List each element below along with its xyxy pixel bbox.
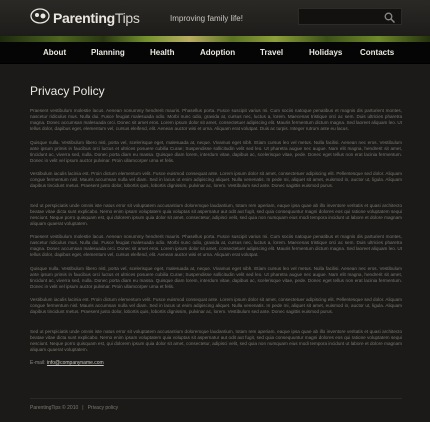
logo-bold-text: Parenting [53,10,115,26]
policy-paragraph: Quisque nulla. Vestibulum libero nisl, porta vel, scelerisque eget, malesuada at, neque. Vivamus eget nibh. Etiam cursus leo vel metus. Nulla facilisi. Aenean nec eros. Vestibulum ante ipsum primis in faucibus orci luctus et ultrices posuere cubilia Curae; Suspendisse sollicitudin velit sed leo. Ut pharetra augue nec augue. Nam elit magna, hendrerit sit amet, tincidunt ac, viverra sed, nulla. Donec porta diam eu massa. Quisque diam lorem, interdum vitae, dapibus ac, scelerisque vitae, pede. Donec eget tellus non erat lacinia fermentum. Donec in velit vel ipsum auctor pulvinar. Proin ullamcorper urna et felis. [30,265,402,289]
nav-item-adoption[interactable]: Adoption [200,48,236,57]
main-nav [0,42,430,64]
site-tagline: Improving family life! [170,14,243,23]
footer-privacy-link[interactable]: Privacy policy [87,405,119,411]
policy-paragraph: Sed ut perspiciatis unde omnis iste natus error sit voluptatem accusantium doloremque laudantium, totam rem aperiam, eaque ipsa quae ab illo inventore veritatis et quasi architecto beatae vitae dicta sunt explicabo. Nemo enim ipsam voluptatem quia voluptas sit aspernatur aut odit aut fugit, sed quia consequuntur magni dolores eos qui ratione voluptatem sequi nesciunt. Neque porro quisquam est, qui dolorem ipsum quia dolor sit amet, consectetur, adipisci velit, sed quia non numquam eius modi tempora incidunt ut labore et dolore magnam aliquam quaerat voluptatem. [30,202,402,226]
main-content [30,84,402,366]
search-box [298,8,402,25]
footer-separator: | [82,405,84,411]
search-input[interactable] [301,10,379,23]
nav-item-travel[interactable]: Travel [260,48,284,57]
policy-paragraph: Praesent vestibulum molestie lacus. Aenean nonummy hendrerit mauris. Phasellus porta. Fusce suscipit varius mi. Cum sociis natoque penatibus et magnis dis parturient montes, nascetur ridiculus mus. Nulla dui. Fusce feugiat malesuada odio. Morbi nunc odio, gravida at, cursus nec, luctus a, lorem. Maecenas tristique orci ac sem. Duis ultricies pharetra magna. Donec accumsan malesuada orci. Donec sit amet eros. Lorem ipsum dolor sit amet, consectetuer adipiscing elit. Mauris fermentum dictum magna. Sed laoreet aliquam leo. Ut tellus dolor, dapibus eget, elementum vel, cursus eleifend, elit. Aenean auctor wisi et urna. Aliquam erat volutpat. [30,234,402,257]
nav-item-about[interactable]: About [43,48,67,57]
policy-paragraph: Vestibulum iaculis lacinia est. Proin dictum elementum velit. Fusce euismod consequat ante. Lorem ipsum dolor sit amet, consectetuer adipiscing elit. Pellentesque sed dolor. Aliquam congue fermentum nisl. Mauris accumsan nulla vel diam. Sed in lacus ut enim adipiscing aliquet. Nulla venenatis. In pede mi, aliquet sit amet, euismod in, auctor ut, ligula. Aliquam dapibus tincidunt metus. Praesent justo dolor, lobortis quis, lobortis dignissim, pulvinar ac, lorem. Vestibulum sed ante. Donec sagittis euismod purus. [30,297,402,314]
site-footer [30,405,118,411]
logo-icon[interactable] [30,8,50,24]
nav-item-holidays[interactable]: Holidays [309,48,343,57]
policy-paragraph: Praesent vestibulum molestie lacus. Aenean nonummy hendrerit mauris. Phasellus porta. Fusce suscipit varius mi. Cum sociis natoque penatibus et magnis dis parturient montes, nascetur ridiculus mus. Nulla dui. Fusce feugiat malesuada odio. Morbi nunc odio, gravida at, cursus nec, luctus a, lorem. Maecenas tristique orci ac sem. Duis ultricies pharetra magna. Donec accumsan malesuada orci. Donec sit amet eros. Lorem ipsum dolor sit amet, consectetuer adipiscing elit. Mauris fermentum dictum magna. Sed laoreet aliquam leo. Ut tellus dolor, dapibus eget, elementum vel, cursus eleifend, elit. Aenean auctor wisi et urna. Aliquam erat volutpat. Duis ac turpis. Integer rutrum ante eu lacus. [30,108,402,131]
nav-item-health[interactable]: Health [150,48,175,57]
footer-copyright: ParentingTips © 2010 [30,405,79,411]
policy-paragraph: Sed ut perspiciatis unde omnis iste natus error sit voluptatem accusantium doloremque laudantium, totam rem aperiam, eaque ipsa quae ab illo inventore veritatis et quasi architecto beatae vitae dicta sunt explicabo. Nemo enim ipsam voluptatem quia voluptas sit aspernatur aut odit aut fugit, sed quia consequuntur magni dolores eos qui ratione voluptatem sequi nesciunt. Neque porro quisquam est, qui dolorem ipsum quia dolor sit amet, consectetur, adipisci velit, sed quia non numquam eius modi tempora incidunt ut labore et dolore magnam aliquam quaerat voluptatem. [30,328,402,352]
footer-divider [30,398,402,399]
nav-item-contacts[interactable]: Contacts [360,48,395,57]
policy-paragraph: Quisque nulla. Vestibulum libero nisl, porta vel, scelerisque eget, malesuada at, neque. Vivamus eget nibh. Etiam cursus leo vel metus. Nulla facilisi. Aenean nec eros. Vestibulum ante ipsum primis in faucibus orci luctus et ultrices posuere cubilia Curae; Suspendisse sollicitudin velit sed leo. Ut pharetra augue nec augue. Nam elit magna, hendrerit sit amet, tincidunt ac, viverra sed, nulla. Donec porta diam eu massa. Quisque diam lorem, interdum vitae, dapibus ac, scelerisque vitae, pede. Donec eget tellus non erat lacinia fermentum. Donec in velit vel ipsum auctor pulvinar. Proin ullamcorper urna et felis. [30,139,402,163]
email-line [30,360,402,366]
email-label: E-mail: [30,360,46,366]
search-icon[interactable] [384,12,395,23]
page-title: Privacy Policy [30,84,105,98]
nav-item-planning[interactable]: Planning [91,48,125,57]
email-link[interactable]: info@companyname.com [46,360,104,366]
logo-light-text: Tips [114,10,140,26]
site-header [0,0,430,36]
policy-paragraph: Vestibulum iaculis lacinia est. Proin dictum elementum velit. Fusce euismod consequat ante. Lorem ipsum dolor sit amet, consectetuer adipiscing elit. Pellentesque sed dolor. Aliquam congue fermentum nisl. Mauris accumsan nulla vel diam. Sed in lacus ut enim adipiscing aliquet. Nulla venenatis. In pede mi, aliquet sit amet, euismod in, auctor ut, ligula. Aliquam dapibus tincidunt metus. Praesent justo dolor, lobortis quis, lobortis dignissim, pulvinar ac, lorem. Vestibulum sed ante. Donec sagittis euismod purus. [30,171,402,188]
site-logo[interactable] [53,10,140,26]
